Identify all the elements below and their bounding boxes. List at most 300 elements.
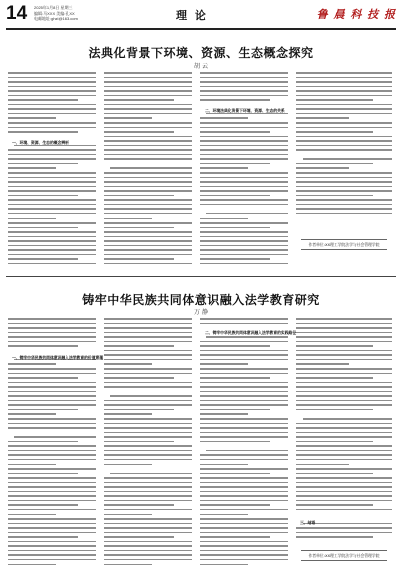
text-line xyxy=(200,559,288,561)
text-line xyxy=(200,409,270,411)
text-line xyxy=(8,536,78,538)
text-line xyxy=(296,213,392,215)
text-line xyxy=(8,345,78,347)
text-line xyxy=(296,108,392,110)
text-line xyxy=(8,240,96,242)
text-line xyxy=(8,99,78,101)
text-line xyxy=(200,341,288,343)
text-line xyxy=(296,532,392,534)
text-line xyxy=(104,377,174,379)
text-line xyxy=(200,350,288,352)
text-line xyxy=(8,554,96,556)
text-line xyxy=(200,354,288,356)
text-line xyxy=(8,104,96,106)
text-line xyxy=(200,514,248,516)
text-line xyxy=(296,454,392,456)
text-line xyxy=(8,254,96,256)
text-line xyxy=(104,231,192,233)
text-line xyxy=(8,477,96,479)
text-line xyxy=(200,445,288,447)
text-line xyxy=(8,400,96,402)
text-line xyxy=(8,222,96,224)
text-line xyxy=(104,323,192,325)
text-line xyxy=(104,427,192,429)
text-line xyxy=(296,450,392,452)
text-line xyxy=(200,231,288,233)
masthead-logo: 鲁 晨 科 技 报 xyxy=(316,8,396,21)
text-line xyxy=(8,149,96,151)
text-line xyxy=(8,199,96,201)
text-line xyxy=(104,404,192,406)
text-line xyxy=(8,395,96,397)
article2-column-2 xyxy=(104,318,192,570)
article2-subhead-2: 二、铸牢中华民族共同体意识融入法学教育的实践路径 xyxy=(205,330,297,335)
text-line xyxy=(104,459,192,461)
text-line xyxy=(296,514,392,516)
text-line xyxy=(296,486,392,488)
text-line xyxy=(8,404,96,406)
text-line xyxy=(296,413,392,415)
text-line xyxy=(8,468,96,470)
text-line xyxy=(8,77,96,79)
text-line xyxy=(104,136,192,138)
text-line xyxy=(8,127,96,129)
text-line xyxy=(200,509,288,511)
text-line xyxy=(296,504,373,506)
text-line xyxy=(104,386,192,388)
text-line xyxy=(296,172,392,174)
text-line xyxy=(8,122,96,124)
text-line xyxy=(104,204,192,206)
text-line xyxy=(104,382,192,384)
text-line xyxy=(104,77,192,79)
text-line xyxy=(296,163,373,165)
text-line xyxy=(104,514,152,516)
text-line xyxy=(200,199,288,201)
text-line xyxy=(104,254,192,256)
text-line xyxy=(104,336,192,338)
text-line xyxy=(200,77,288,79)
text-line xyxy=(296,195,373,197)
text-line xyxy=(296,423,392,425)
text-line xyxy=(104,482,192,484)
text-line xyxy=(8,190,96,192)
text-line xyxy=(8,509,96,511)
text-line xyxy=(104,441,174,443)
text-line xyxy=(104,468,192,470)
text-line xyxy=(8,491,96,493)
text-line xyxy=(200,258,270,260)
text-line xyxy=(110,473,192,475)
text-line xyxy=(104,113,192,115)
text-line xyxy=(296,350,392,352)
text-line xyxy=(8,177,96,179)
text-line xyxy=(8,318,96,320)
article2-title: 铸牢中华民族共同体意识融入法学教育研究 xyxy=(82,293,320,307)
text-line xyxy=(8,486,96,488)
article2-subhead-3: 三、结语 xyxy=(300,520,316,525)
text-line xyxy=(8,236,96,238)
text-line xyxy=(104,373,192,375)
article2-author-note: 作者单位:XX理工学院法学与社会管理学院 xyxy=(301,550,387,561)
text-line xyxy=(296,382,392,384)
text-line xyxy=(296,81,392,83)
text-line xyxy=(8,90,96,92)
text-line xyxy=(200,86,288,88)
text-line xyxy=(8,532,96,534)
text-line xyxy=(296,318,392,320)
text-line xyxy=(8,350,96,352)
text-line xyxy=(104,140,192,142)
text-line xyxy=(104,450,192,452)
text-line xyxy=(104,72,192,74)
text-line xyxy=(200,263,288,265)
text-line xyxy=(8,518,96,520)
text-line xyxy=(200,441,270,443)
text-line xyxy=(104,99,174,101)
text-line xyxy=(104,354,192,356)
text-line xyxy=(296,323,392,325)
text-line xyxy=(296,199,392,201)
text-line xyxy=(104,432,192,434)
text-line xyxy=(104,245,192,247)
text-line xyxy=(296,377,373,379)
text-line xyxy=(104,122,192,124)
text-line xyxy=(206,450,288,452)
article2-subhead-1: 一、铸牢中华民族共同体意识融入法学教育的价值意蕴 xyxy=(12,355,104,360)
text-line xyxy=(200,486,288,488)
text-line xyxy=(104,199,192,201)
text-line xyxy=(200,177,288,179)
text-line xyxy=(104,222,192,224)
text-line xyxy=(104,218,152,220)
text-line xyxy=(104,240,192,242)
text-line xyxy=(200,495,288,497)
text-line xyxy=(104,418,192,420)
text-line xyxy=(8,72,96,74)
text-line xyxy=(104,249,192,251)
text-line xyxy=(8,495,96,497)
text-line xyxy=(200,436,288,438)
text-line xyxy=(104,400,192,402)
text-line xyxy=(296,104,392,106)
text-line xyxy=(8,227,78,229)
text-line xyxy=(104,145,192,147)
text-line xyxy=(200,158,288,160)
text-line xyxy=(296,149,392,151)
text-line xyxy=(8,464,56,466)
text-line xyxy=(104,464,152,466)
text-line xyxy=(200,318,288,320)
text-line xyxy=(296,391,392,393)
text-line xyxy=(200,154,288,156)
text-line xyxy=(296,327,392,329)
text-line xyxy=(8,181,96,183)
text-line xyxy=(8,81,96,83)
text-line xyxy=(200,127,288,129)
text-line xyxy=(296,117,349,119)
text-line xyxy=(296,131,373,133)
article-divider xyxy=(6,276,396,277)
text-line xyxy=(8,473,78,475)
text-line xyxy=(104,345,174,347)
text-line xyxy=(104,158,192,160)
text-line xyxy=(200,323,288,325)
text-line xyxy=(296,177,392,179)
text-line xyxy=(296,386,392,388)
text-line xyxy=(200,377,270,379)
article2-column-4 xyxy=(296,318,392,544)
text-line xyxy=(8,564,56,566)
text-line xyxy=(200,386,288,388)
text-line xyxy=(104,391,192,393)
text-line xyxy=(200,218,248,220)
text-line xyxy=(296,332,392,334)
text-line xyxy=(200,541,288,543)
text-line xyxy=(104,127,192,129)
text-line xyxy=(110,167,192,169)
text-line xyxy=(8,409,78,411)
text-line xyxy=(8,527,96,529)
text-line xyxy=(8,245,96,247)
text-line xyxy=(8,441,78,443)
text-line xyxy=(8,391,96,393)
text-line xyxy=(200,149,288,151)
text-line xyxy=(104,104,192,106)
text-line xyxy=(104,518,192,520)
text-line xyxy=(200,432,288,434)
text-line xyxy=(296,127,392,129)
text-line xyxy=(8,432,96,434)
text-line xyxy=(296,154,392,156)
text-line xyxy=(296,464,349,466)
text-line xyxy=(104,350,192,352)
text-line xyxy=(296,432,392,434)
text-line xyxy=(200,368,288,370)
text-line xyxy=(104,131,174,133)
text-line xyxy=(296,373,392,375)
text-line xyxy=(200,404,288,406)
text-line xyxy=(104,181,192,183)
text-line xyxy=(8,500,96,502)
text-line xyxy=(200,186,288,188)
text-line xyxy=(104,527,192,529)
text-line xyxy=(200,81,288,83)
text-line xyxy=(104,532,192,534)
text-line xyxy=(104,327,192,329)
text-line xyxy=(104,95,192,97)
header-rule xyxy=(6,28,396,30)
text-line xyxy=(200,167,248,169)
text-line xyxy=(303,523,392,525)
text-line xyxy=(200,254,288,256)
text-line xyxy=(104,332,192,334)
text-line xyxy=(104,523,192,525)
text-line xyxy=(8,423,96,425)
text-line xyxy=(8,418,96,420)
text-line xyxy=(104,213,192,215)
text-line xyxy=(104,359,192,361)
text-line xyxy=(104,195,174,197)
text-line xyxy=(8,363,56,365)
article1-title: 法典化背景下环境、资源、生态概念探究 xyxy=(88,46,314,60)
text-line xyxy=(296,204,392,206)
text-line xyxy=(104,409,174,411)
text-line xyxy=(8,158,96,160)
text-line xyxy=(200,554,288,556)
text-line xyxy=(8,504,78,506)
text-line xyxy=(104,236,192,238)
text-line xyxy=(104,509,192,511)
text-line xyxy=(296,136,392,138)
text-line xyxy=(200,122,288,124)
text-line xyxy=(200,423,288,425)
article2-author: 万 静 xyxy=(194,309,208,316)
text-line xyxy=(200,72,288,74)
text-line xyxy=(104,554,192,556)
article1-column-2 xyxy=(104,72,192,272)
article1-subhead-1: 一、环境、资源、生态的概念辨析 xyxy=(12,140,69,145)
text-line xyxy=(8,559,96,561)
text-line xyxy=(8,195,78,197)
text-line xyxy=(104,550,192,552)
text-line xyxy=(296,122,392,124)
text-line xyxy=(200,90,288,92)
text-line xyxy=(296,482,392,484)
text-line xyxy=(8,482,96,484)
text-line xyxy=(104,500,192,502)
text-line xyxy=(296,336,392,338)
text-line xyxy=(303,418,392,420)
text-line xyxy=(200,564,248,566)
article2-column-3 xyxy=(200,318,288,570)
text-line xyxy=(200,327,288,329)
text-line xyxy=(8,445,96,447)
text-line xyxy=(8,341,96,343)
text-line xyxy=(296,500,392,502)
text-line xyxy=(296,186,392,188)
text-line xyxy=(200,545,288,547)
text-line xyxy=(8,550,96,552)
text-line xyxy=(104,491,192,493)
text-line xyxy=(200,163,270,165)
text-line xyxy=(104,86,192,88)
text-line xyxy=(200,208,288,210)
text-line xyxy=(8,523,96,525)
text-line xyxy=(200,464,248,466)
text-line xyxy=(296,445,392,447)
text-line xyxy=(200,491,288,493)
text-line xyxy=(296,181,392,183)
issue-date: 2025年1月8日 星期三 xyxy=(34,5,73,10)
text-line xyxy=(200,482,288,484)
text-line xyxy=(104,423,192,425)
text-line xyxy=(200,382,288,384)
text-line xyxy=(200,104,288,106)
text-line xyxy=(296,436,392,438)
text-line xyxy=(296,140,392,142)
text-line xyxy=(206,213,288,215)
text-line xyxy=(104,341,192,343)
text-line xyxy=(8,163,78,165)
text-line xyxy=(200,190,288,192)
text-line xyxy=(8,218,56,220)
text-line xyxy=(8,208,96,210)
text-line xyxy=(296,536,373,538)
text-line xyxy=(200,477,288,479)
article1-column-1 xyxy=(8,72,96,272)
text-line xyxy=(8,377,78,379)
text-line xyxy=(8,454,96,456)
text-line xyxy=(104,504,174,506)
text-line xyxy=(8,263,96,265)
text-line xyxy=(200,459,288,461)
text-line xyxy=(104,172,192,174)
text-line xyxy=(8,450,96,452)
text-line xyxy=(104,368,192,370)
text-line xyxy=(200,400,288,402)
text-line xyxy=(200,222,288,224)
text-line xyxy=(104,495,192,497)
text-line xyxy=(200,131,270,133)
text-line xyxy=(200,500,288,502)
text-line xyxy=(104,186,192,188)
text-line xyxy=(8,136,96,138)
text-line xyxy=(8,204,96,206)
text-line xyxy=(8,332,96,334)
text-line xyxy=(200,249,288,251)
text-line xyxy=(8,258,78,260)
text-line xyxy=(104,117,152,119)
text-line xyxy=(296,341,392,343)
text-line xyxy=(296,509,392,511)
text-line xyxy=(200,523,288,525)
text-line xyxy=(8,249,96,251)
text-line xyxy=(296,491,392,493)
article1-author: 胡 云 xyxy=(194,63,208,70)
text-line xyxy=(8,108,96,110)
text-line xyxy=(104,477,192,479)
text-line xyxy=(104,545,192,547)
text-line xyxy=(200,172,288,174)
text-line xyxy=(200,395,288,397)
text-line xyxy=(303,158,392,160)
text-line xyxy=(296,400,392,402)
text-line xyxy=(200,140,288,142)
text-line xyxy=(296,363,349,365)
text-line xyxy=(296,77,392,79)
text-line xyxy=(8,213,96,215)
text-line xyxy=(200,527,288,529)
text-line xyxy=(200,363,248,365)
text-line xyxy=(296,72,392,74)
text-line xyxy=(200,117,248,119)
text-line xyxy=(296,441,373,443)
text-line xyxy=(8,131,78,133)
text-line xyxy=(296,167,349,169)
text-line xyxy=(200,236,288,238)
text-line xyxy=(200,240,288,242)
text-line xyxy=(296,86,392,88)
text-line xyxy=(104,227,174,229)
text-line xyxy=(8,231,96,233)
text-line xyxy=(200,518,288,520)
text-line xyxy=(296,527,392,529)
text-line xyxy=(8,186,96,188)
text-line xyxy=(104,90,192,92)
text-line xyxy=(8,323,96,325)
text-line xyxy=(104,263,192,265)
